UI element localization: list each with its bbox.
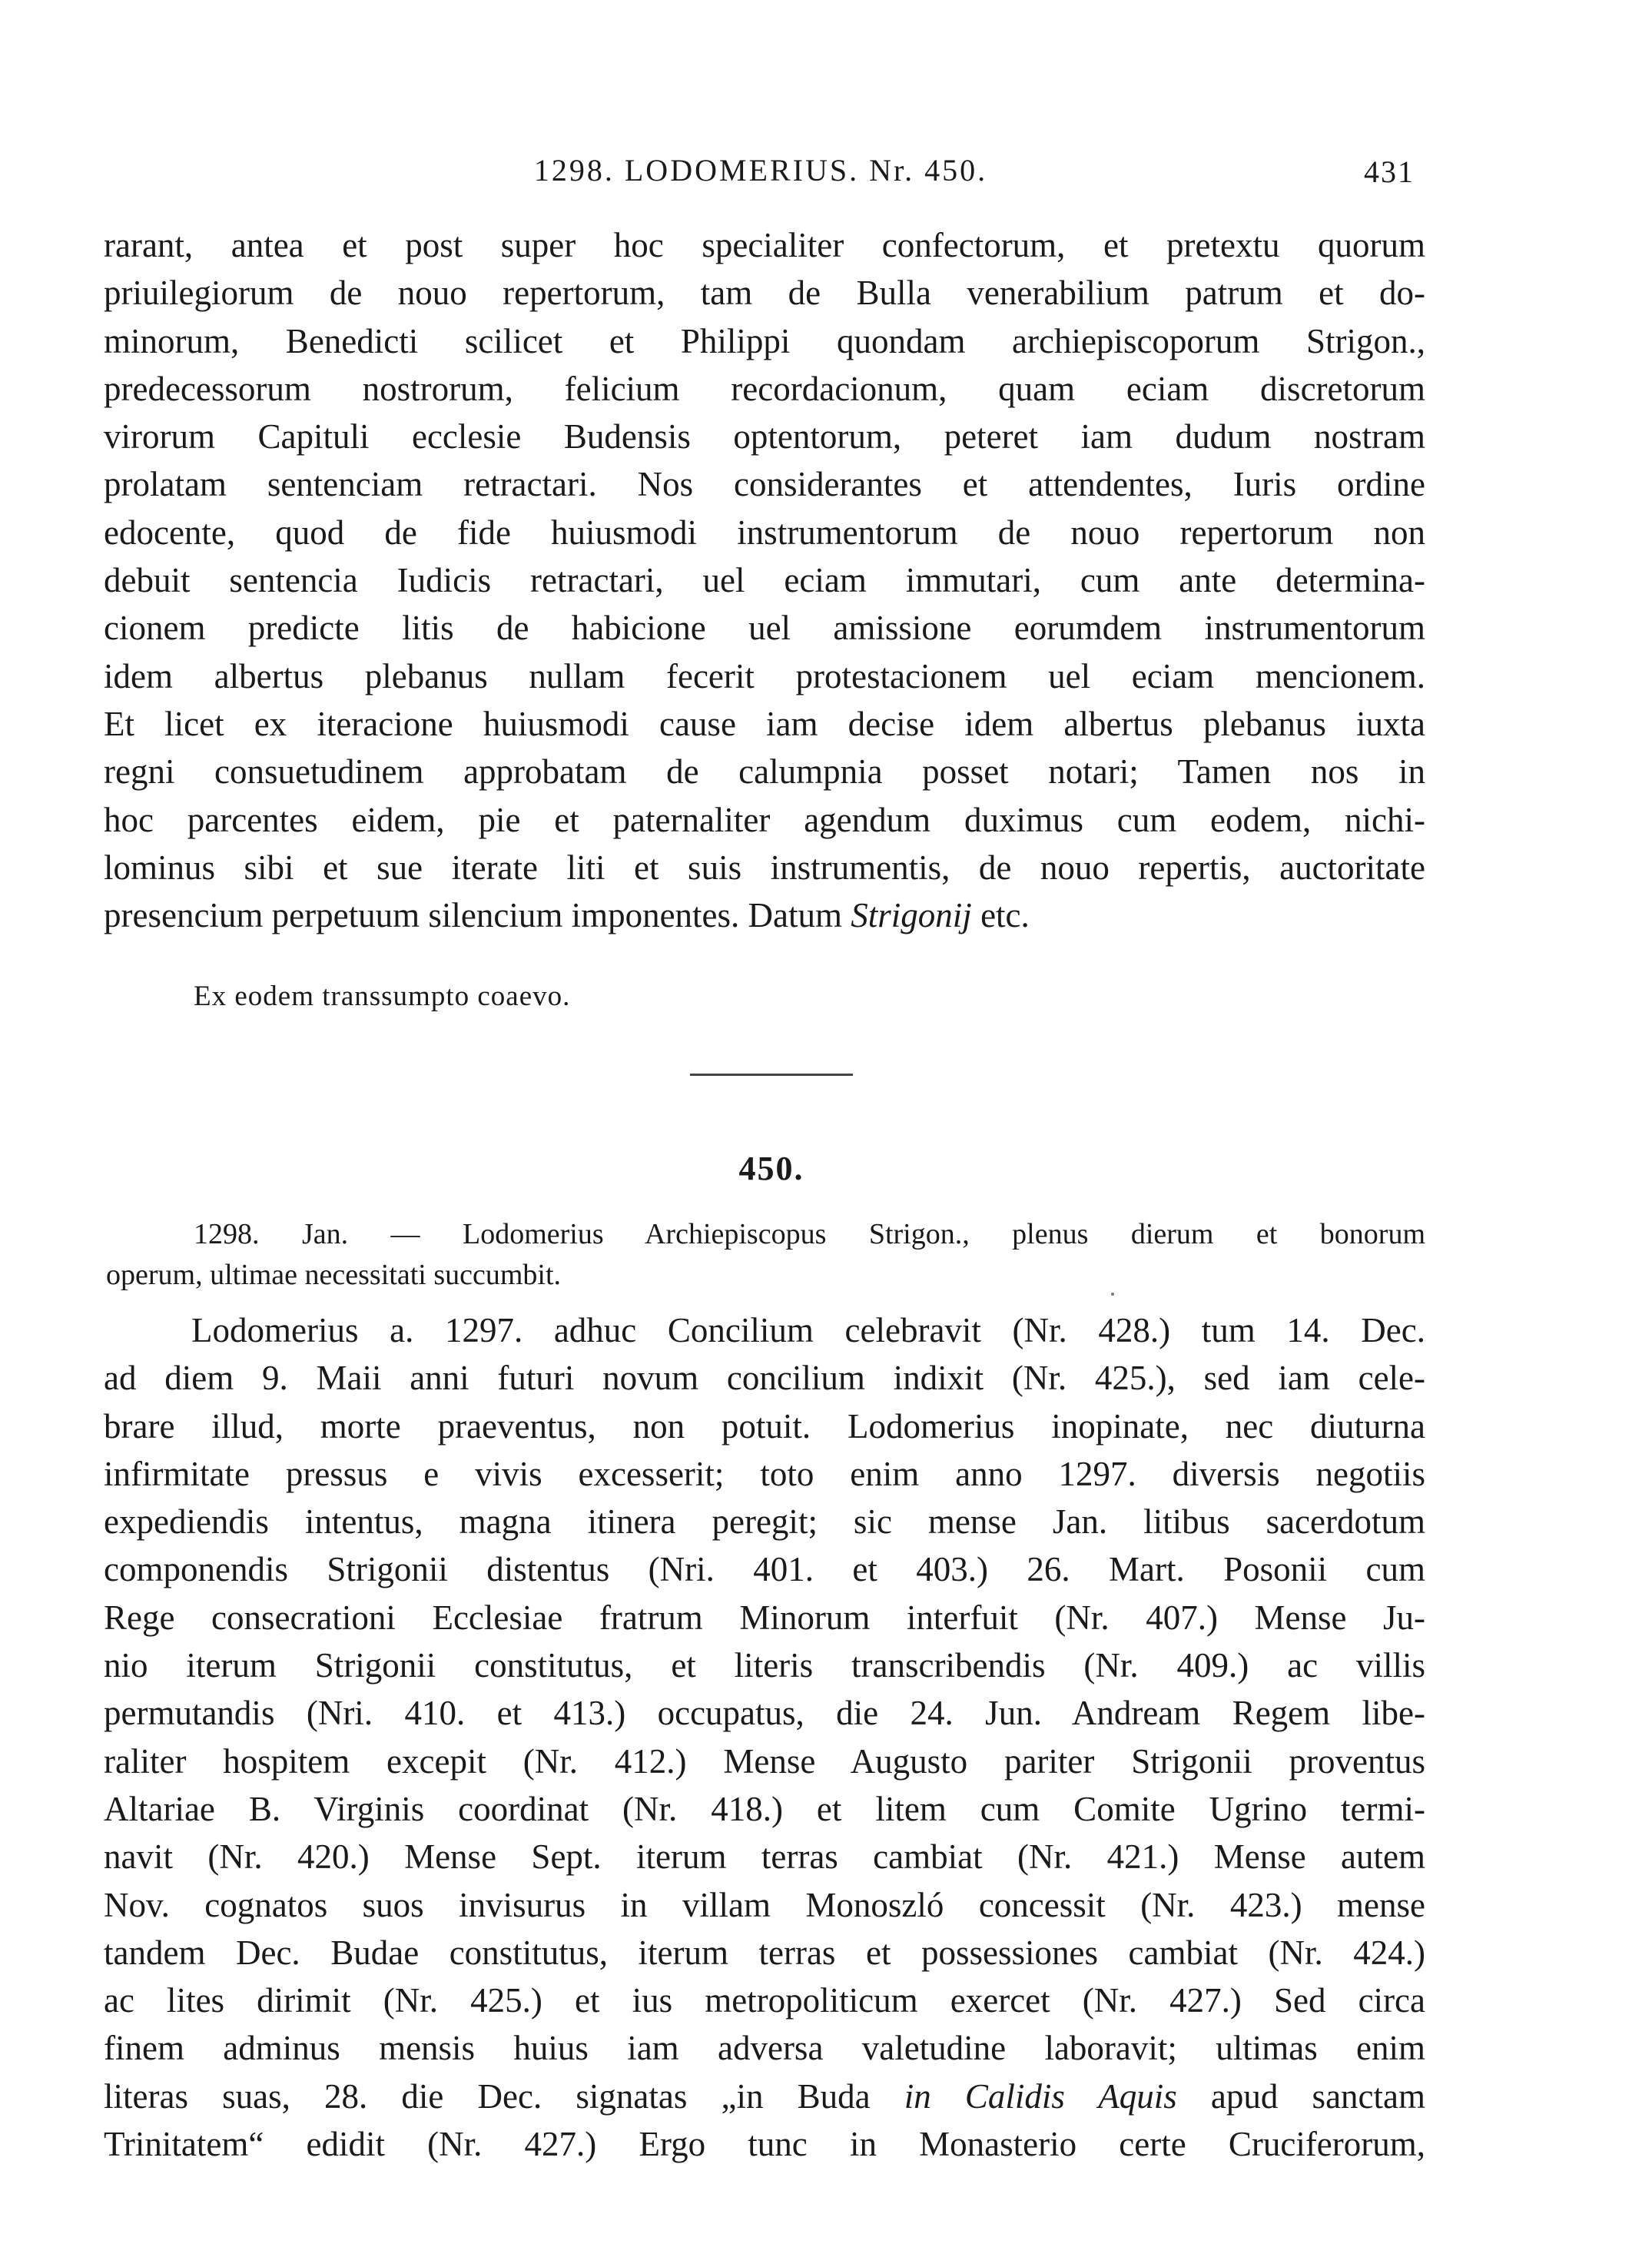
text-line: rarant, antea et post super hoc specialiter confectorum, et pretextu quorum xyxy=(104,226,1425,264)
italic-place-name: Strigonij xyxy=(851,896,972,935)
text-line: predecessorum nostrorum, felicium recordacionum, quam eciam discretorum xyxy=(104,369,1425,408)
text-line: Et licet ex iteracione huiusmodi cause iam decise idem albertus plebanus iuxta xyxy=(104,704,1425,743)
text-run: presencium perpetuum silencium imponentes. Datum xyxy=(104,896,851,935)
running-title: 1298. LODOMERIUS. Nr. 450. xyxy=(533,153,988,188)
previous-document-text xyxy=(104,221,1425,939)
text-line: cionem predicte litis de habicione uel amissione eorumdem instrumentorum xyxy=(104,609,1425,648)
section-divider xyxy=(690,1074,853,1076)
text-line xyxy=(104,2073,1425,2120)
text-line: tandem Dec. Budae constitutus, iterum terras et possessiones cambiat (Nr. 424.) xyxy=(104,1933,1425,1972)
text-line: virorum Capituli ecclesie Budensis optentorum, peteret iam dudum nostram xyxy=(104,417,1425,456)
text-line-last xyxy=(104,891,1425,939)
text-run: literas suas, 28. die Dec. signatas „in Buda xyxy=(104,2076,904,2116)
document-number: 450. xyxy=(738,1150,804,1187)
text-line: priuilegiorum de nouo repertorum, tam de Bulla venerabilium patrum et do- xyxy=(104,274,1425,313)
text-line: ac lites dirimit (Nr. 425.) et ius metropoliticum exercet (Nr. 427.) Sed circa xyxy=(104,1981,1425,2020)
summary-line: 1298. Jan. — Lodomerius Archiepiscopus Strigon., plenus dierum et bonorum xyxy=(194,1218,1425,1250)
text-run: etc. xyxy=(971,896,1030,935)
text-line: minorum, Benedicti scilicet et Philippi quondam archiepiscoporum Strigon., xyxy=(104,321,1425,360)
summary-line: operum, ultimae necessitati succumbit. xyxy=(106,1259,562,1291)
text-line: finem adminus mensis huius iam adversa valetudine laboravit; ultimas enim xyxy=(104,2029,1425,2068)
text-line: permutandis (Nri. 410. et 413.) occupatus, die 24. Jun. Andream Regem libe- xyxy=(104,1694,1425,1733)
text-line: expediendis intentus, magna itinera peregit; sic mense Jan. litibus sacerdotum xyxy=(104,1502,1425,1542)
text-line: Rege consecrationi Ecclesiae fratrum Minorum interfuit (Nr. 407.) Mense Ju- xyxy=(104,1598,1425,1637)
document-summary xyxy=(106,1214,1425,1296)
text-line: nio iterum Strigonii constitutus, et literis transcribendis (Nr. 409.) ac villis xyxy=(104,1646,1425,1685)
text-line: regni consuetudinem approbatam de calumpnia posset notari; Tamen nos in xyxy=(104,752,1425,792)
commentary-text xyxy=(104,1306,1425,2168)
text-line: brare illud, morte praeventus, non potuit. Lodomerius inopinate, nec diuturna xyxy=(104,1406,1425,1446)
text-line: debuit sentencia Iudicis retractari, uel eciam immutari, cum ante determina- xyxy=(104,561,1425,600)
text-line: componendis Strigonii distentus (Nri. 401. et 403.) 26. Mart. Posonii cum xyxy=(104,1550,1425,1589)
source-note: Ex eodem transsumpto coaevo. xyxy=(194,981,571,1012)
text-line: navit (Nr. 420.) Mense Sept. iterum terras cambiat (Nr. 421.) Mense autem xyxy=(104,1837,1425,1877)
text-run: apud sanctam xyxy=(1176,2076,1425,2116)
text-line: Trinitatem“ edidit (Nr. 427.) Ergo tunc in Monasterio certe Cruciferorum, xyxy=(104,2125,1425,2164)
text-line: Nov. cognatos suos invisurus in villam Monoszló concessit (Nr. 423.) mense xyxy=(104,1885,1425,1924)
text-line: Altariae B. Virginis coordinat (Nr. 418.) et litem cum Comite Ugrino termi- xyxy=(104,1789,1425,1828)
page-number: 431 xyxy=(1364,154,1415,189)
text-line: ad diem 9. Maii anni futuri novum concilium indixit (Nr. 425.), sed iam cele- xyxy=(104,1359,1425,1398)
print-speck xyxy=(1111,1293,1114,1296)
text-line: idem albertus plebanus nullam fecerit protestacionem uel eciam mencionem. xyxy=(104,656,1425,695)
text-line: hoc parcentes eidem, pie et paternaliter agendum duximus cum eodem, nichi- xyxy=(104,800,1425,839)
italic-place-name: in Calidis Aquis xyxy=(904,2076,1177,2116)
text-line: edocente, quod de fide huiusmodi instrumentorum de nouo repertorum non xyxy=(104,513,1425,552)
text-line: Lodomerius a. 1297. adhuc Concilium celebravit (Nr. 428.) tum 14. Dec. xyxy=(191,1311,1425,1349)
text-line: raliter hospitem excepit (Nr. 412.) Mense Augusto pariter Strigonii proventus xyxy=(104,1741,1425,1781)
text-line: prolatam sentenciam retractari. Nos considerantes et attendentes, Iuris ordine xyxy=(104,465,1425,504)
text-line: infirmitate pressus e vivis excesserit; toto enim anno 1297. diversis negotiis xyxy=(104,1454,1425,1493)
text-line: lominus sibi et sue iterate liti et suis instrumentis, de nouo repertis, auctoritate xyxy=(104,848,1425,887)
